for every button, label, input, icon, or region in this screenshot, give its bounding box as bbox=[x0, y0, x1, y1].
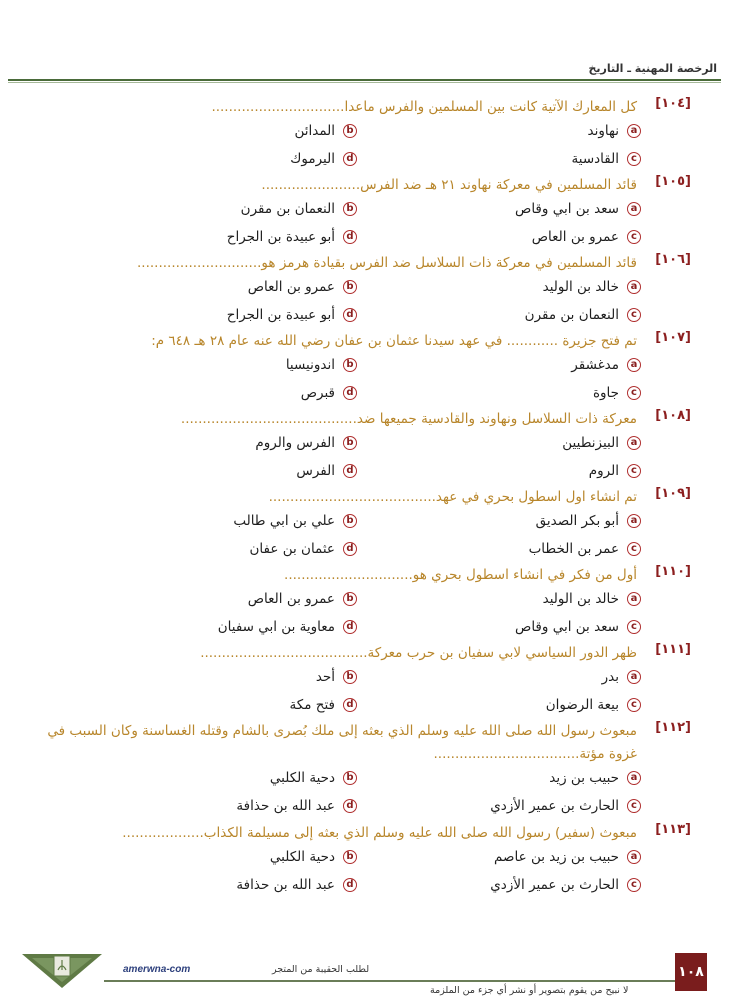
answer-option-a[interactable] bbox=[543, 588, 641, 610]
option-label: أحد bbox=[315, 669, 335, 685]
answer-option-c[interactable] bbox=[490, 874, 641, 896]
page-footer bbox=[0, 950, 729, 1000]
option-letter-badge: b bbox=[343, 850, 357, 864]
option-letter-badge: d bbox=[343, 386, 357, 400]
option-letter-badge: d bbox=[343, 308, 357, 322]
header-divider bbox=[8, 79, 721, 81]
question-number: [١١٢] bbox=[655, 720, 691, 735]
option-label: فتح مكة bbox=[289, 697, 335, 713]
copyright-notice: لا نبيح من يقوم بتصوير أو نشر أي جزء من الملزمة bbox=[430, 985, 629, 996]
option-letter-badge: c bbox=[627, 542, 641, 556]
question-number: [١١٣] bbox=[655, 822, 691, 837]
option-letter-badge: a bbox=[627, 202, 641, 216]
answer-option-a[interactable] bbox=[494, 846, 641, 868]
answer-option-c[interactable] bbox=[593, 382, 641, 404]
answer-option-b[interactable] bbox=[248, 588, 357, 610]
option-letter-badge: a bbox=[627, 436, 641, 450]
option-letter-badge: c bbox=[627, 230, 641, 244]
answer-option-d[interactable] bbox=[301, 382, 357, 404]
option-label: البيزنطيين bbox=[562, 435, 619, 451]
option-label: علي بن ابي طالب bbox=[233, 513, 335, 529]
answer-option-a[interactable] bbox=[515, 198, 641, 220]
option-letter-badge: a bbox=[627, 592, 641, 606]
answer-option-c[interactable] bbox=[525, 304, 641, 326]
store-logo-icon bbox=[22, 950, 102, 990]
option-letter-badge: d bbox=[343, 464, 357, 478]
answer-option-c[interactable] bbox=[572, 148, 641, 170]
option-label: بيعة الرضوان bbox=[545, 697, 619, 713]
option-label: عثمان بن عفان bbox=[249, 541, 335, 557]
footer-note: لطلب الحقيبة من المتجر bbox=[272, 964, 370, 975]
question-text: ظهر الدور السياسي لابي سفيان بن حرب معركة....................................... bbox=[200, 645, 637, 661]
page-number: ١٠٨ bbox=[675, 953, 707, 991]
option-letter-badge: d bbox=[343, 878, 357, 892]
option-letter-badge: b bbox=[343, 124, 357, 138]
answer-option-b[interactable] bbox=[241, 198, 357, 220]
option-label: القادسية bbox=[571, 151, 619, 167]
option-label: أبو عبيدة بن الجراح bbox=[226, 229, 335, 245]
question-number: [١٠٩] bbox=[655, 486, 691, 501]
header-title: الرخصة المهنية ـ التاريخ bbox=[588, 62, 717, 75]
option-label: النعمان بن مقرن bbox=[524, 307, 619, 323]
answer-option-c[interactable] bbox=[532, 226, 641, 248]
answer-option-c[interactable] bbox=[490, 795, 641, 817]
option-letter-badge: c bbox=[627, 878, 641, 892]
option-letter-badge: c bbox=[627, 799, 641, 813]
option-letter-badge: c bbox=[627, 386, 641, 400]
option-letter-badge: b bbox=[343, 670, 357, 684]
option-letter-badge: a bbox=[627, 358, 641, 372]
option-label: مدغشقر bbox=[571, 357, 619, 373]
option-letter-badge: b bbox=[343, 202, 357, 216]
question-text: كل المعارك الآتية كانت بين المسلمين والفرس ماعدا............................... bbox=[211, 99, 637, 115]
answer-option-b[interactable] bbox=[233, 510, 357, 532]
option-letter-badge: b bbox=[343, 771, 357, 785]
question-number: [١٠٥] bbox=[655, 174, 691, 189]
option-letter-badge: d bbox=[343, 620, 357, 634]
answer-option-d[interactable] bbox=[296, 460, 357, 482]
option-letter-badge: b bbox=[343, 280, 357, 294]
option-label: قبرص bbox=[300, 385, 335, 401]
option-letter-badge: d bbox=[343, 698, 357, 712]
option-label: الفرس bbox=[296, 463, 335, 479]
question-number: [١١٠] bbox=[655, 564, 691, 579]
answer-option-d[interactable] bbox=[227, 226, 357, 248]
answer-option-d[interactable] bbox=[218, 616, 357, 638]
option-letter-badge: a bbox=[627, 850, 641, 864]
option-label: النعمان بن مقرن bbox=[240, 201, 335, 217]
option-label: سعد بن ابي وقاص bbox=[515, 619, 619, 635]
option-letter-badge: b bbox=[343, 436, 357, 450]
option-label: عمرو بن العاص bbox=[247, 591, 335, 607]
page-header bbox=[8, 62, 721, 80]
answer-option-c[interactable] bbox=[589, 460, 641, 482]
option-letter-badge: d bbox=[343, 230, 357, 244]
option-label: خالد بن الوليد bbox=[542, 591, 619, 607]
option-label: معاوية بن ابي سفيان bbox=[217, 619, 335, 635]
question-text: مبعوث (سفير) رسول الله صلى الله عليه وسلم الذي بعثه إلى مسيلمة الكذاب................... bbox=[122, 825, 637, 841]
option-label: عبد الله بن حذافة bbox=[236, 877, 335, 893]
question-text: أول من فكر في انشاء اسطول بحري هو.............................. bbox=[284, 567, 637, 583]
answer-option-d[interactable] bbox=[290, 694, 357, 716]
option-label: الروم bbox=[588, 463, 619, 479]
option-label: بدر bbox=[601, 669, 619, 685]
option-letter-badge: b bbox=[343, 358, 357, 372]
option-letter-badge: b bbox=[343, 592, 357, 606]
option-letter-badge: d bbox=[343, 799, 357, 813]
answer-option-d[interactable] bbox=[236, 874, 357, 896]
option-letter-badge: d bbox=[343, 152, 357, 166]
option-label: الفرس والروم bbox=[255, 435, 335, 451]
question-number: [١٠٤] bbox=[655, 96, 691, 111]
option-label: عمرو بن العاص bbox=[247, 279, 335, 295]
option-letter-badge: c bbox=[627, 620, 641, 634]
question-text: قائد المسلمين في معركة ذات السلاسل ضد الفرس بقيادة هرمز هو............................. bbox=[136, 255, 637, 271]
store-website[interactable]: amerwna-com bbox=[123, 964, 191, 975]
answer-option-b[interactable] bbox=[255, 432, 357, 454]
option-letter-badge: c bbox=[627, 464, 641, 478]
answer-option-a[interactable] bbox=[571, 354, 641, 376]
answer-option-b[interactable] bbox=[270, 846, 357, 868]
option-letter-badge: b bbox=[343, 514, 357, 528]
option-letter-badge: a bbox=[627, 124, 641, 138]
question-text: معركة ذات السلاسل ونهاوند والقادسية جميعها ضد......................................... bbox=[180, 411, 637, 427]
option-label: جاوة bbox=[592, 385, 619, 401]
option-label: عمر بن الخطاب bbox=[528, 541, 619, 557]
option-label: الحارث بن عمير الأزدي bbox=[490, 877, 619, 893]
option-label: دحية الكلبي bbox=[269, 849, 335, 865]
question-number: [١٠٦] bbox=[655, 252, 691, 267]
option-label: دحية الكلبي bbox=[269, 770, 335, 786]
answer-option-a[interactable] bbox=[602, 666, 641, 688]
answer-option-d[interactable] bbox=[227, 304, 357, 326]
answer-option-a[interactable] bbox=[549, 767, 641, 789]
option-letter-badge: a bbox=[627, 280, 641, 294]
answer-option-b[interactable] bbox=[286, 354, 357, 376]
option-label: سعد بن ابي وقاص bbox=[515, 201, 619, 217]
footer-divider bbox=[104, 980, 677, 982]
answer-option-d[interactable] bbox=[236, 795, 357, 817]
answer-option-b[interactable] bbox=[316, 666, 357, 688]
answer-option-a[interactable] bbox=[543, 276, 641, 298]
option-letter-badge: d bbox=[343, 542, 357, 556]
answer-option-c[interactable] bbox=[546, 694, 641, 716]
option-label: الحارث بن عمير الأزدي bbox=[490, 798, 619, 814]
option-label: نهاوند bbox=[587, 123, 619, 139]
option-label: عبد الله بن حذافة bbox=[236, 798, 335, 814]
question-text: قائد المسلمين في معركة نهاوند ٢١ هـ ضد الفرس....................... bbox=[261, 177, 637, 193]
option-letter-badge: c bbox=[627, 698, 641, 712]
answer-option-d[interactable] bbox=[250, 538, 358, 560]
option-letter-badge: c bbox=[627, 308, 641, 322]
question-text: تم فتح جزيرة ............ في عهد سيدنا عثمان بن عفان رضي الله عنه عام ٢٨ هـ ٦٤٨ م: bbox=[151, 333, 637, 349]
option-letter-badge: a bbox=[627, 670, 641, 684]
question-text: تم انشاء اول اسطول بحري في عهد....................................... bbox=[268, 489, 637, 505]
option-letter-badge: c bbox=[627, 152, 641, 166]
option-label: عمرو بن العاص bbox=[531, 229, 619, 245]
answer-option-d[interactable] bbox=[290, 148, 357, 170]
question-number: [١١١] bbox=[655, 642, 691, 657]
option-label: اليرموك bbox=[290, 151, 335, 167]
option-label: خالد بن الوليد bbox=[542, 279, 619, 295]
question-text: مبعوث رسول الله صلى الله عليه وسلم الذي بعثه إلى ملك بُصرى بالشام وقتله الغساسنة وكان السبب في غزوة مؤتة.................................. bbox=[47, 723, 637, 762]
header-divider-thin bbox=[8, 82, 721, 83]
answer-option-b[interactable] bbox=[248, 276, 357, 298]
answer-option-c[interactable] bbox=[515, 616, 641, 638]
option-label: اندونيسيا bbox=[285, 357, 335, 373]
option-label: المدائن bbox=[294, 123, 335, 139]
answer-option-a[interactable] bbox=[562, 432, 641, 454]
option-label: أبو بكر الصديق bbox=[535, 513, 619, 529]
option-label: حبيب بن زيد بن عاصم bbox=[494, 849, 619, 865]
option-letter-badge: a bbox=[627, 514, 641, 528]
answer-option-b[interactable] bbox=[270, 767, 357, 789]
answer-option-c[interactable] bbox=[529, 538, 641, 560]
option-label: حبيب بن زيد bbox=[549, 770, 619, 786]
option-label: أبو عبيدة بن الجراح bbox=[226, 307, 335, 323]
answer-option-a[interactable] bbox=[536, 510, 641, 532]
option-letter-badge: a bbox=[627, 771, 641, 785]
answer-option-a[interactable] bbox=[588, 120, 641, 142]
answer-option-b[interactable] bbox=[294, 120, 357, 142]
question-number: [١٠٧] bbox=[655, 330, 691, 345]
question-number: [١٠٨] bbox=[655, 408, 691, 423]
